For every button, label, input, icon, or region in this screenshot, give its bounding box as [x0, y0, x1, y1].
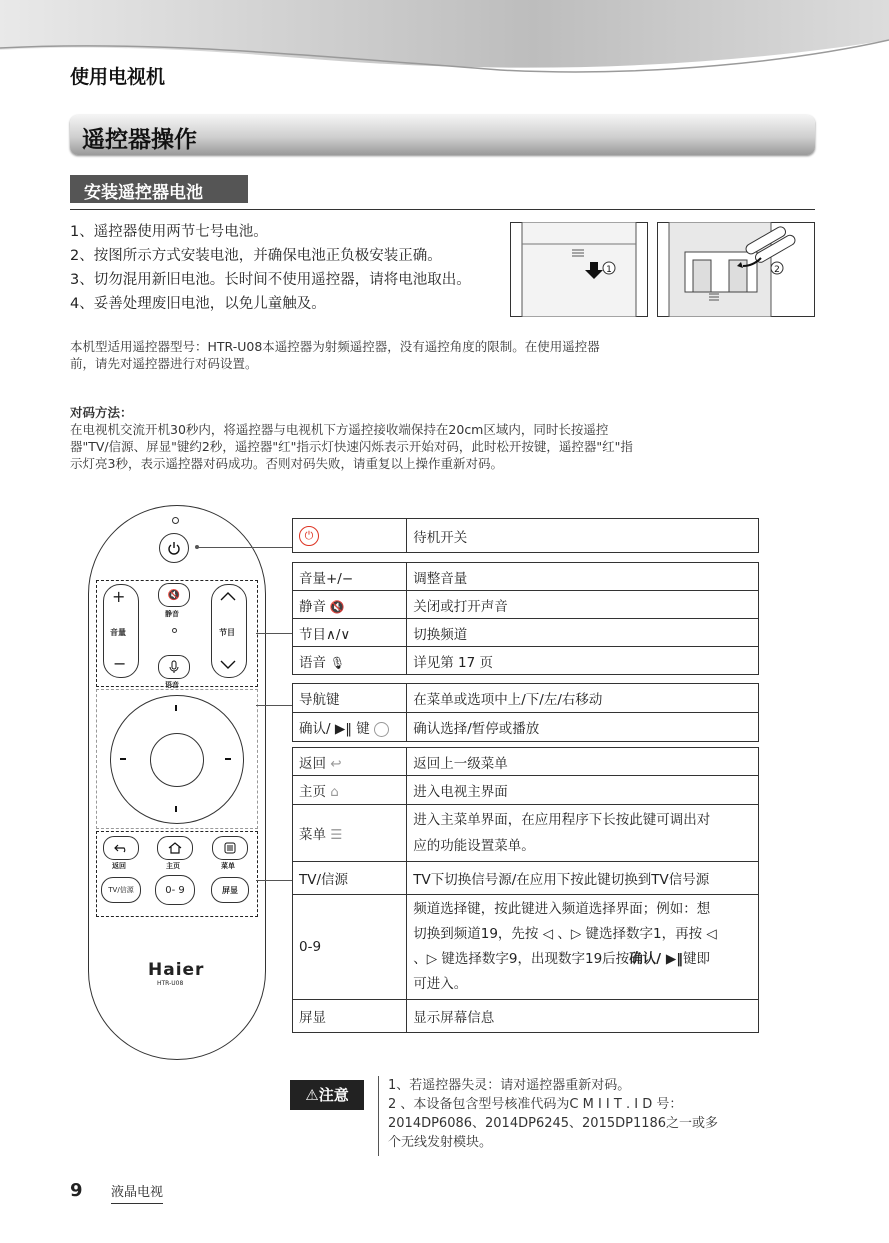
power-desc: 待机开关 [407, 519, 759, 553]
pairing-section [70, 404, 633, 472]
model-note-line-1: 本机型适用遥控器型号：HTR-U08本遥控器为射频遥控器，没有遥控角度的限制。在使用遥控器 [70, 339, 600, 354]
ok-circle-icon [374, 722, 389, 737]
voice-button[interactable] [158, 655, 190, 679]
group3-table [292, 747, 759, 1033]
group2-table [292, 683, 759, 742]
fig-step-1: 1 [606, 265, 612, 275]
step-3: 3、切勿混用新旧电池。长时间不使用遥控器，请将电池取出。 [70, 272, 471, 288]
chevron-down-icon [219, 658, 237, 670]
model-note [70, 338, 600, 372]
home-icon [168, 842, 182, 854]
notice-divider [378, 1076, 379, 1156]
table-row: 返回 ↩ 返回上一级菜单 [293, 748, 759, 776]
divider [70, 209, 815, 210]
mute-button[interactable]: 🔇 [158, 583, 190, 607]
group2-leader [256, 705, 292, 706]
mic-icon: 🎙 [326, 655, 346, 670]
group1-leader [256, 633, 292, 634]
ch-label: 节目 [219, 628, 235, 637]
model-note-line-2: 前，请先对遥控器进行对码设置。 [70, 356, 258, 371]
table-row: TV/信源 TV下切换信号源/在应用下按此键切换到TV信号源 [293, 862, 759, 895]
group3-leader [256, 880, 292, 881]
back-button[interactable] [103, 836, 139, 860]
remote-model: HTR-U08 [157, 980, 184, 987]
mute-icon: 🔇 [326, 599, 345, 614]
vol-plus: + [112, 587, 126, 606]
notice-text: 1、若遥控器失灵：请对遥控器重新对码。 2 、本设备包含型号核准代码为C M I I T . I D 号： 2014DP6086、2014DP6245、2015DP1186之一或多 个无线发射模块。 [388, 1078, 719, 1150]
power-icon: ⏻ [299, 526, 319, 546]
table-row: 导航键 在菜单或选项中上/下/左/右移动 [293, 684, 759, 713]
nav-up-mark [175, 705, 177, 711]
ok-button[interactable] [150, 733, 204, 787]
home-label: 主页 [166, 862, 180, 870]
nav-right-mark [225, 758, 231, 760]
table-row: 0-9 频道选择键，按此键进入频道选择界面；例如：想 切换到频道19，先按 ◁ 、▷ 键选择数字1，再按 ◁ 、▷ 键选择数字9，出现数字19后按确认/ ▶‖键即 可进入。 [293, 895, 759, 1000]
remote-indicator-light [172, 517, 179, 524]
home-icon: ⌂ [326, 784, 339, 800]
table-row: 菜单 ☰ 进入主菜单界面，在应用程序下长按此键可调出对 应的功能设置菜单。 [293, 805, 759, 862]
page-number: 9 [70, 1180, 83, 1201]
power-icon [167, 541, 181, 555]
battery-steps [70, 220, 471, 316]
menu-label: 菜单 [221, 862, 235, 870]
step-1: 1、遥控器使用两节七号电池。 [70, 224, 268, 240]
chevron-up-icon [219, 590, 237, 602]
table-row: 静音 🔇 关闭或打开声音 [293, 591, 759, 619]
pairing-line-3: 示灯亮3秒，表示遥控器对码成功。否则对码失败，请重复以上操作重新对码。 [70, 456, 503, 471]
table-row: 音量+/− 调整音量 [293, 563, 759, 591]
mic-icon [169, 660, 179, 674]
voice-label: 语音 [165, 681, 179, 689]
table-row [293, 519, 759, 553]
nav-down-mark [175, 806, 177, 812]
pairing-line-1: 在电视机交流开机30秒内，将遥控器与电视机下方遥控接收端保持在20cm区域内，同时长按遥控 [70, 422, 609, 437]
page-title: 遥控器操作 [82, 127, 197, 153]
table-row: 屏显 显示屏幕信息 [293, 1000, 759, 1033]
back-label: 返回 [112, 862, 126, 870]
power-button[interactable] [159, 533, 189, 563]
subtitle: 安装遥控器电池 [84, 183, 203, 203]
back-icon [114, 843, 128, 853]
table-row: 节目∧/∨ 切换频道 [293, 619, 759, 647]
power-leader [196, 547, 292, 548]
pairing-line-2: 器"TV/信源、屏显"键约2秒，遥控器"红"指示灯快速闪烁表示开始对码，此时松开按键，遥控器"红"指 [70, 439, 633, 454]
nav-left-mark [120, 758, 126, 760]
center-dot [172, 628, 177, 633]
back-icon: ↩ [326, 755, 342, 772]
fig-step-2: 2 [774, 265, 780, 275]
footer-label: 液晶电视 [111, 1181, 163, 1204]
subtitle-bar [70, 175, 248, 203]
power-table [292, 518, 759, 553]
number-button[interactable]: 0- 9 [155, 875, 195, 905]
menu-icon [224, 842, 236, 854]
osd-button[interactable]: 屏显 [211, 877, 249, 903]
home-button[interactable] [157, 836, 193, 860]
page-title-bar [70, 115, 815, 155]
table-row: 语音 🎙 详见第 17 页 [293, 647, 759, 675]
menu-icon: ☰ [326, 827, 343, 843]
section-header: 使用电视机 [70, 66, 166, 88]
group1-table [292, 562, 759, 675]
table-row: 主页 ⌂ 进入电视主界面 [293, 776, 759, 805]
brand-logo: Haier [148, 960, 205, 980]
battery-figure-2 [657, 222, 815, 317]
battery-figure-1 [510, 222, 648, 317]
step-4: 4、妥善处理废旧电池，以免儿童触及。 [70, 296, 326, 312]
notice-badge: ⚠注意 [290, 1080, 364, 1110]
step-2: 2、按图所示方式安装电池，并确保电池正负极安装正确。 [70, 248, 442, 264]
vol-minus: − [113, 654, 127, 673]
menu-button[interactable] [212, 836, 248, 860]
table-row: 确认/ ▶‖ 键 确认选择/暂停或播放 [293, 713, 759, 742]
pairing-heading: 对码方法： [70, 405, 133, 420]
mute-label: 静音 [165, 610, 179, 618]
vol-label: 音量 [110, 628, 126, 637]
tv-source-button[interactable]: TV/信源 [101, 877, 141, 903]
power-leader-dot [195, 545, 199, 549]
